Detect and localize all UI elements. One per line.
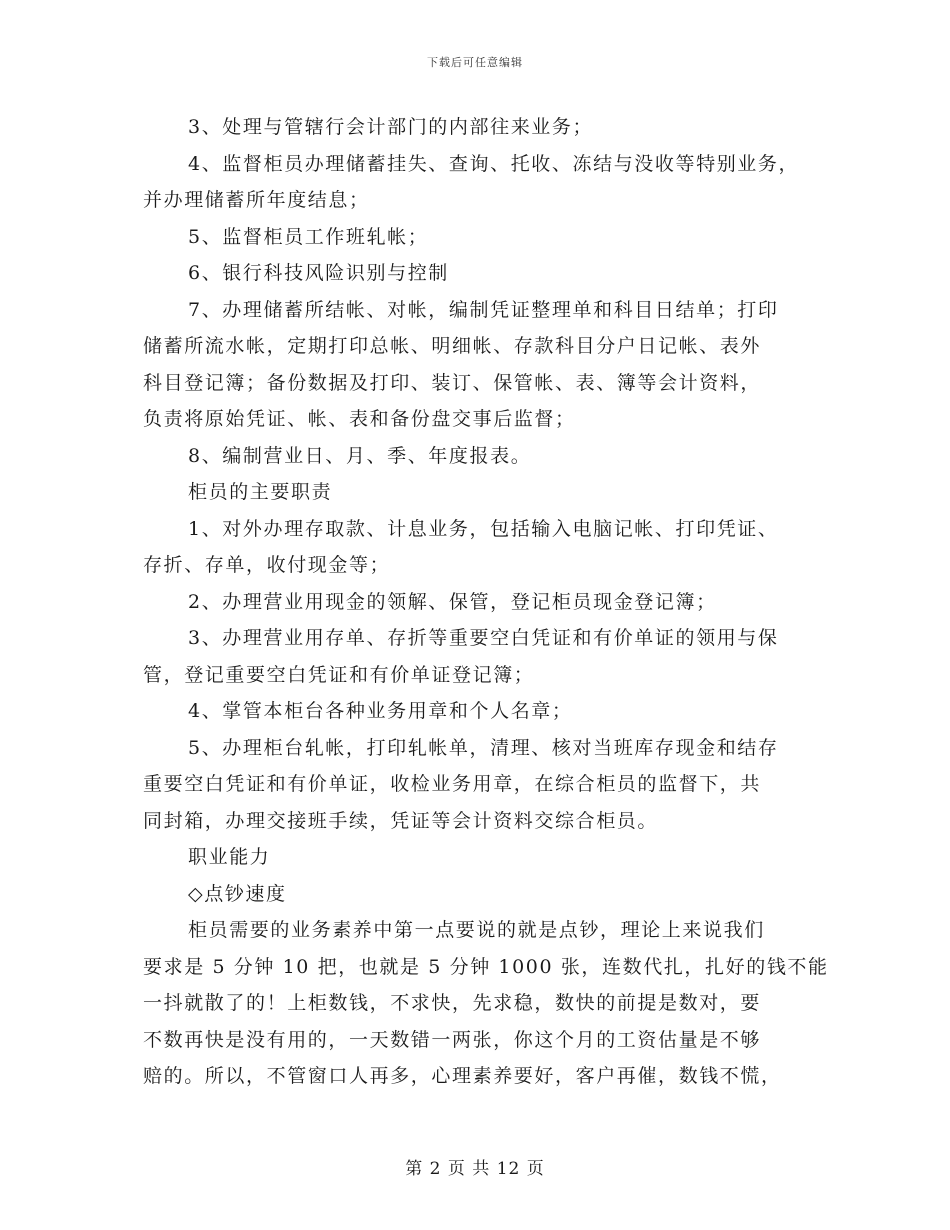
text-line: 负责将原始凭证、帐、表和备份盘交事后监督； xyxy=(143,408,576,430)
text-line: 赔的。所以，不管窗口人再多，心理素养要好，客户再催，数钱不慌， xyxy=(143,1065,782,1087)
text-line: 柜员的主要职责 xyxy=(188,481,333,503)
text-line: 柜员需要的业务素养中第一点要说的就是点钞，理论上来说我们 xyxy=(188,919,765,941)
text-line: 管，登记重要空白凭证和有价单证登记簿； xyxy=(143,663,535,686)
text-line: 要求是 5 分钟 10 把，也就是 5 分钟 1000 张，连数代扎，扎好的钱不能 xyxy=(143,955,829,978)
text-line: 8、编制营业日、月、季、年度报表。 xyxy=(188,444,532,467)
text-line: 职业能力 xyxy=(188,846,271,868)
text-line: 7、办理储蓄所结帐、对帐，编制凭证整理单和科目日结单；打印 xyxy=(188,298,779,321)
text-line: 一抖就散了的！上柜数钱，不求快，先求稳，数快的前提是数对，要 xyxy=(143,992,762,1014)
text-line: 5、监督柜员工作班轧帐； xyxy=(188,225,429,248)
text-line: 4、监督柜员办理储蓄挂失、查询、托收、冻结与没收等特别业务， xyxy=(188,152,800,175)
text-line: 存折、存单，收付现金等； xyxy=(143,554,391,576)
text-line: 重要空白凭证和有价单证，收检业务用章，在综合柜员的监督下，共 xyxy=(143,773,762,795)
text-line: 同封箱，办理交接班手续，凭证等会计资料交综合柜员。 xyxy=(143,809,659,832)
text-line: 3、办理营业用存单、存折等重要空白凭证和有价单证的领用与保 xyxy=(188,627,779,649)
text-line: 4、掌管本柜台各种业务用章和个人名章； xyxy=(188,700,573,722)
text-line: 储蓄所流水帐，定期打印总帐、明细帐、存款科目分户日记帐、表外 xyxy=(143,335,762,357)
text-line: 并办理储蓄所年度结息； xyxy=(143,189,370,211)
document-body xyxy=(143,109,829,1095)
text-line: 2、办理营业用现金的领解、保管，登记柜员现金登记簿； xyxy=(188,590,717,613)
text-line: 1、对外办理存取款、计息业务，包括输入电脑记帐、打印凭证、 xyxy=(188,517,779,540)
text-line: ◇点钞速度 xyxy=(188,882,287,905)
text-line: 6、银行科技风险识别与控制 xyxy=(188,262,449,284)
page-footer-number: 第 2 页 共 12 页 xyxy=(405,1159,545,1179)
page-header-note: 下载后可任意编辑 xyxy=(427,56,523,69)
text-line: 5、办理柜台轧帐，打印轧帐单，清理、核对当班库存现金和结存 xyxy=(188,736,779,759)
text-line: 3、处理与管辖行会计部门的内部往来业务； xyxy=(188,116,594,138)
text-line: 科目登记簿；备份数据及打印、装订、保管帐、表、簿等会计资料， xyxy=(143,371,762,394)
text-line: 不数再快是没有用的，一天数错一两张，你这个月的工资估量是不够 xyxy=(143,1028,762,1051)
